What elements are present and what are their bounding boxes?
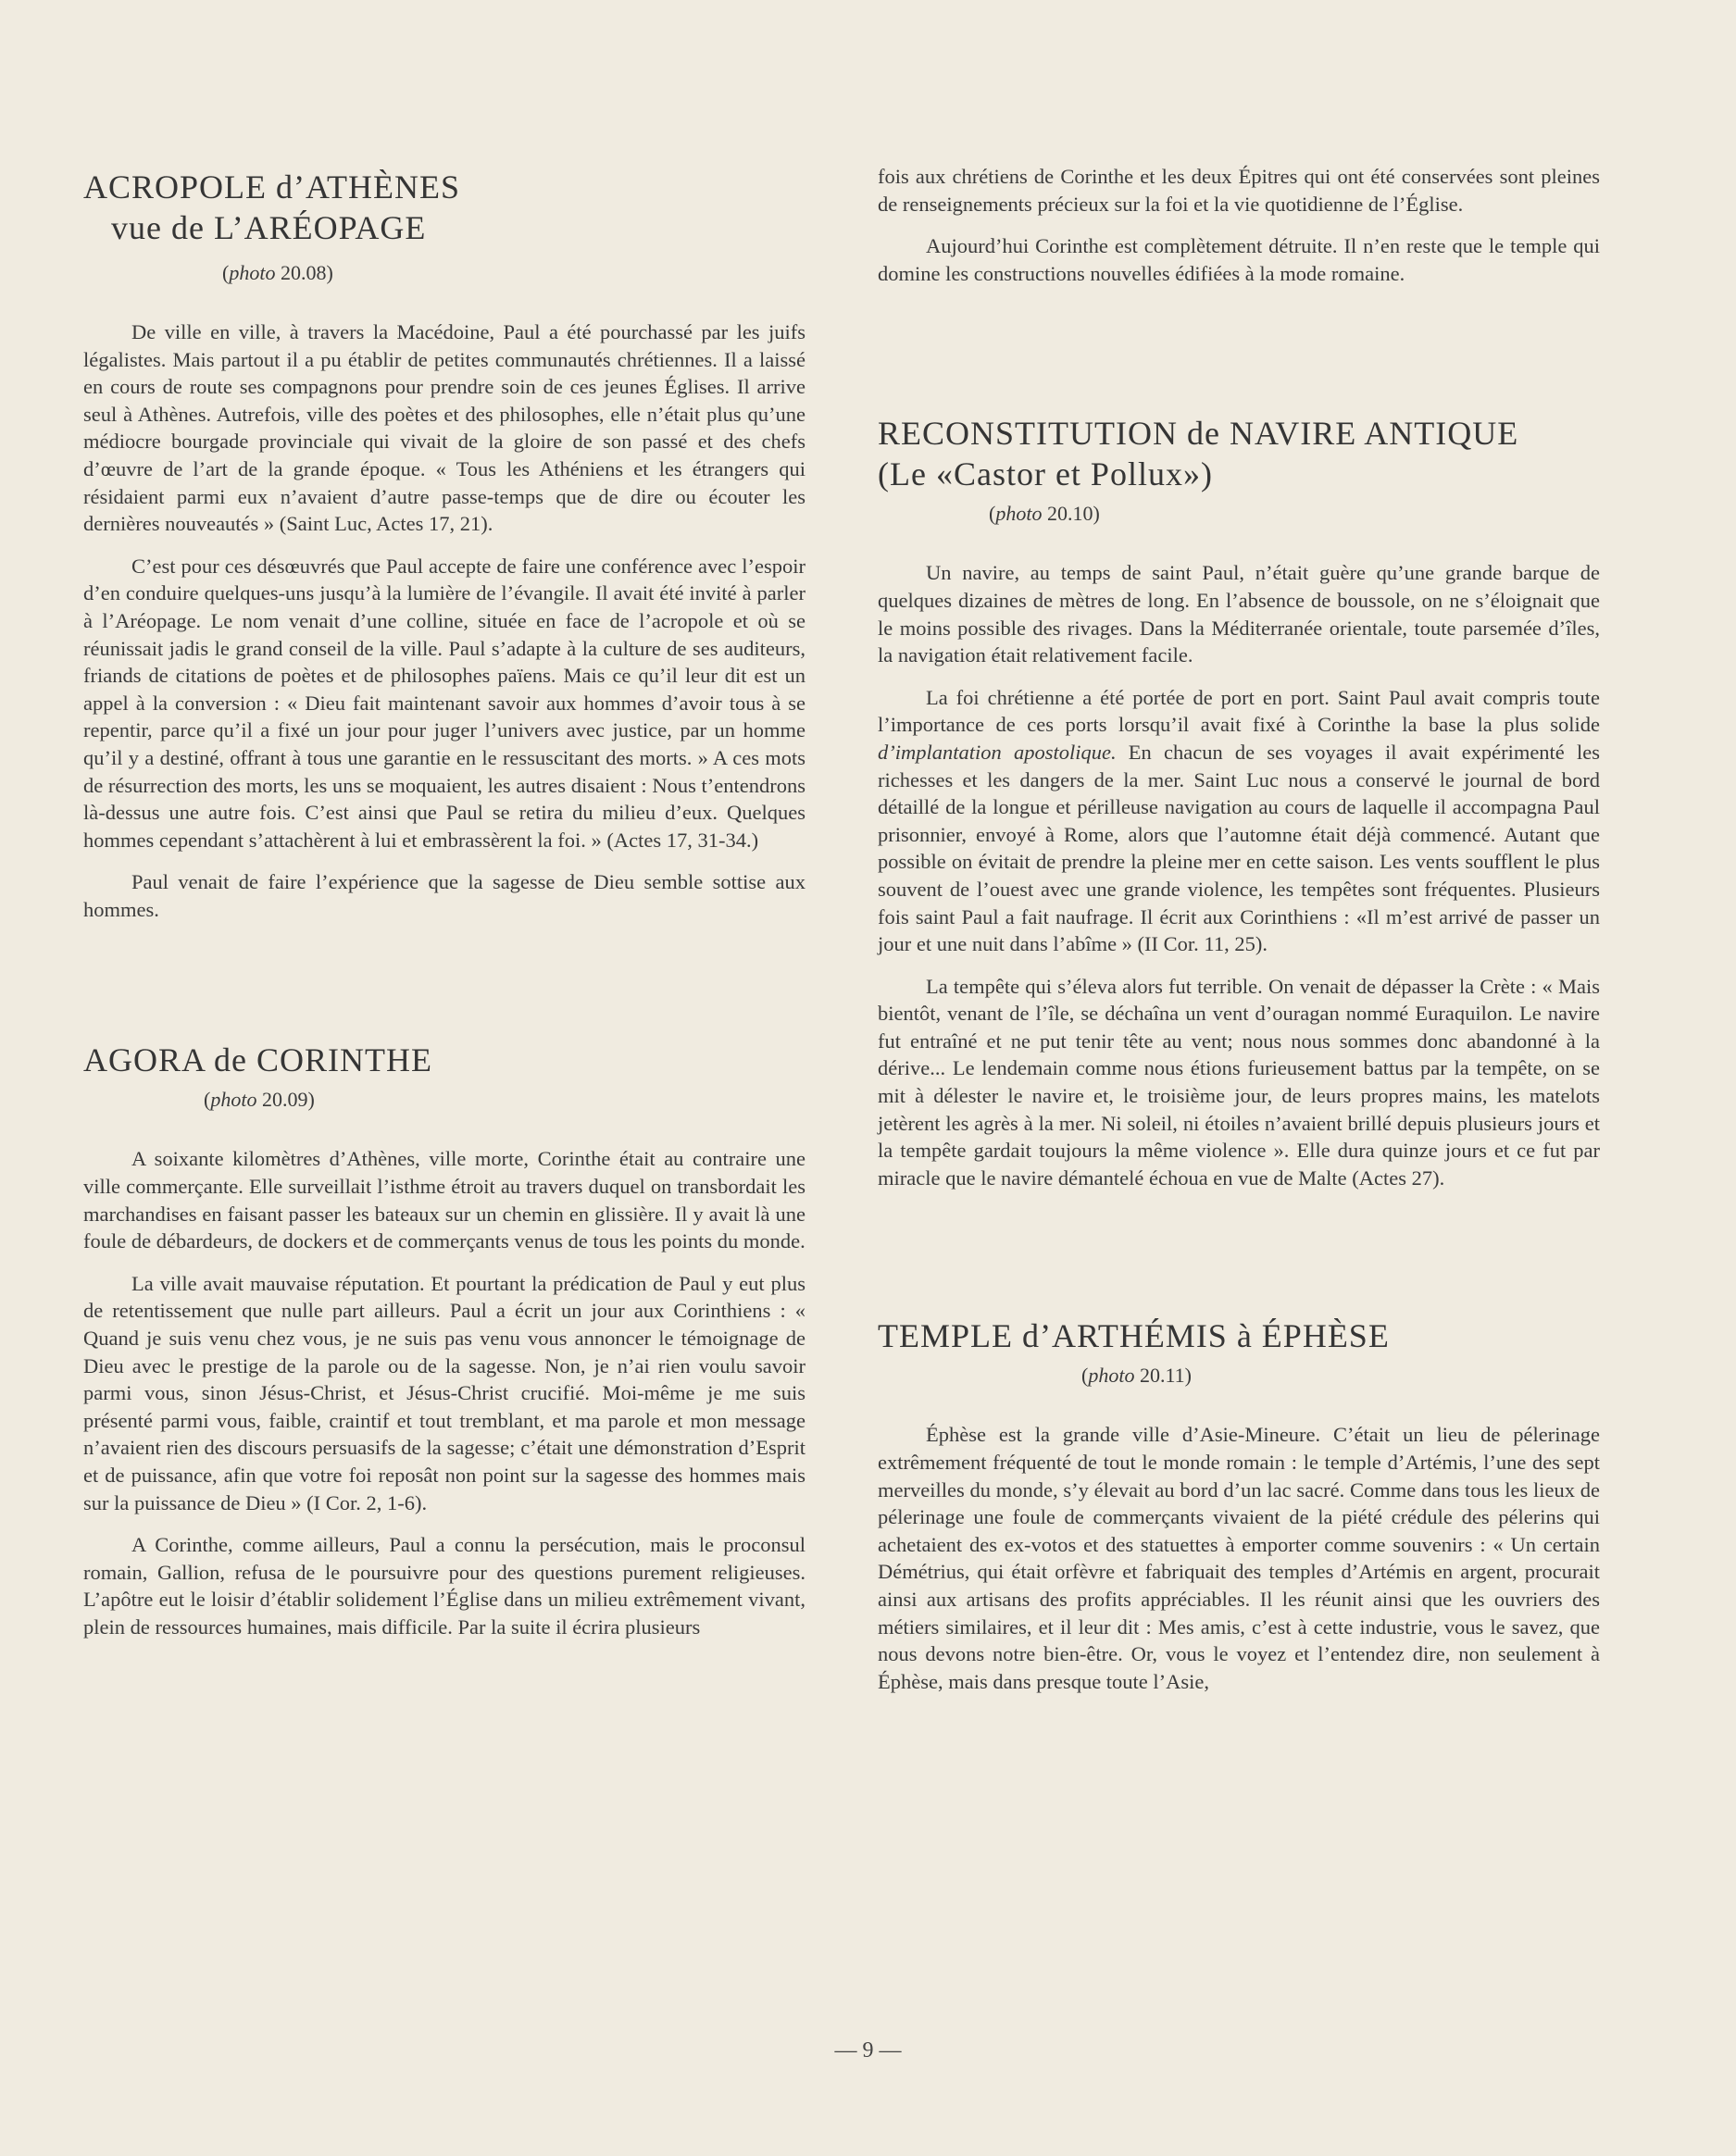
- section-title: [878, 413, 1600, 494]
- section-gap: [878, 302, 1600, 413]
- paragraph: Éphèse est la grande ville d’Asie-Mineure. C’était un lieu de pélerinage extrêmement fréquenté de tout le monde romain : le temple d’Artémis, l’une des sept merveilles du monde, s’y élevait au bord d’un lac sacré. Comme dans tous les lieux de pélerinage une foule de commerçants vivaient de la piété crédule des pélerins qui achetaient des ex-votos et des statuettes à emporter comme souvenirs : « Un certain Démétrius, qui était orfèvre et fabriquait des temples d’Artémis en argent, procurait ainsi aux artisans des profits appréciables. Il les réunit ainsi que les ouvriers des métiers similaires, et il leur dit : Mes amis, c’est à cette industrie, vous le savez, que nous devons notre bien-être. Or, vous le voyez et l’entendez dire, non seulement à Éphèse, mais dans presque toute l’Asie,: [878, 1423, 1600, 1693]
- title-line: vue de L’ARÉOPAGE: [111, 209, 427, 246]
- paragraph: fois aux chrétiens de Corinthe et les deux Épitres qui ont été conservées sont pleines de renseignements précieux sur la foi et la vie quotidienne de l’Église.: [878, 165, 1600, 216]
- title-line: ACROPOLE d’ATHÈNES: [83, 168, 461, 206]
- paragraph: Un navire, au temps de saint Paul, n’était guère qu’une grande barque de quelques dizaines de mètres de long. En l’absence de boussole, on ne s’éloignait que le moins possible des rivages. Dans la Méditerranée orientale, toute parsemée d’îles, la navigation était relativement facile.: [878, 561, 1600, 667]
- right-column: [878, 163, 1600, 1710]
- photo-caption: (photo 20.10): [989, 502, 1100, 526]
- section-title: [878, 1315, 1600, 1356]
- photo-word: photo: [229, 261, 276, 284]
- paragraph: Paul venait de faire l’expérience que la sagesse de Dieu semble sottise aux hommes.: [83, 870, 806, 921]
- section-title: [83, 1040, 806, 1080]
- paragraph: De ville en ville, à travers la Macédoine, Paul a été pourchassé par les juifs légalistes. Mais partout il a pu établir de petites communautés chrétiennes. Il a laissé en cours de route ses compagnons pour prendre soin de ces jeunes Églises. Il arrive seul à Athènes. Autrefois, ville des poètes et des philosophes, elle n’était plus qu’une médiocre bourgade provinciale qui vivait de la gloire de son passé et des chefs d’œuvre de l’art de la grande époque. « Tous les Athéniens et les étrangers qui résidaient parmi eux n’avaient d’autre passe-temps que de dire ou écouter les dernières nouveautés » (Saint Luc, Actes 17, 21).: [83, 320, 806, 536]
- title-line: AGORA de CORINTHE: [83, 1041, 432, 1079]
- paragraph-italic: d’implantation apostolique.: [878, 740, 1117, 764]
- section-title: [83, 167, 806, 248]
- photo-number: 20.10: [1046, 502, 1093, 526]
- section-gap: [83, 938, 806, 1040]
- title-line: RECONSTITUTION de NAVIRE ANTIQUE: [878, 415, 1519, 453]
- photo-word: photo: [1088, 1364, 1135, 1388]
- title-line: TEMPLE d’ARTHÉMIS à ÉPHÈSE: [878, 1317, 1390, 1355]
- page-number: — 9 —: [834, 2038, 902, 2063]
- photo-number: 20.09: [261, 1088, 308, 1112]
- section-navire: [878, 413, 1600, 1191]
- photo-number: 20.11: [1139, 1364, 1185, 1388]
- photo-word: photo: [210, 1088, 257, 1112]
- paragraph-text: En chacun de ses voyages il avait expérimenté les richesses et les dangers de la mer. Saint Luc nous a conservé le journal de bord détaillé de la longue et périlleuse navigation au cours de laquelle il accompagna Paul prisonnier, envoyé à Rome, alors que l’automne était déjà commencé. Autant que possible on évitait de prendre la pleine mer en cette saison. Les vents soufflent le plus souvent de l’ouest avec une grande violence, les tempêtes sont fréquentes. Plusieurs fois saint Paul a fait naufrage. Il écrit aux Corinthiens : «Il m’est arrivé de passer un jour et une nuit dans l’abîme » (II Cor. 11, 25).: [878, 740, 1600, 956]
- paragraph: [878, 684, 1600, 958]
- section-gap: [878, 1206, 1600, 1315]
- paragraph: A soixante kilomètres d’Athènes, ville morte, Corinthe était au contraire une ville commerçante. Elle surveillait l’isthme étroit au travers duquel on transbordait les marchandises en faisant passer les bateaux sur un chemin en glissière. Il y avait là une foule de débardeurs, de dockers et de commerçants venus de tous les points du monde.: [83, 1147, 806, 1253]
- photo-caption: (photo 20.08): [222, 261, 333, 284]
- photo-caption: (photo 20.09): [204, 1088, 315, 1112]
- paragraph: Aujourd’hui Corinthe est complètement détruite. Il n’en reste que le temple qui domine les constructions nouvelles édifiées à la mode romaine.: [878, 234, 1600, 285]
- paragraph-text: La foi chrétienne a été portée de port en port. Saint Paul avait compris toute l’importance de ces ports lorsqu’il avait fixé à Corinthe la base la plus solide: [878, 685, 1600, 737]
- paragraph: La tempête qui s’éleva alors fut terrible. On venait de dépasser la Crète : « Mais bientôt, venant de l’île, se déchaîna un vent d’ouragan nommé Euraquilon. Le navire fut entraîné et ne put tenir tête au vent; nous nous sommes donc abandonné à la dérive... Le lendemain comme nous étions furieusement battus par la tempête, on se mit à délester le navire et, le troisième jour, de leurs propres mains, les matelots jetèrent les agrès à la mer. Ni soleil, ni étoiles n’avaient brillé depuis plusieurs jours et la tempête gardait toujours la même violence ». Elle dura quinze jours et ce fut par miracle que le navire démantelé échoua en vue de Malte (Actes 27).: [878, 974, 1600, 1190]
- paragraph: La ville avait mauvaise réputation. Et pourtant la prédication de Paul y eut plus de retentissement que nulle part ailleurs. Paul a écrit un jour aux Corinthiens : « Quand je suis venu chez vous, je ne suis pas venu vous annoncer le témoignage de Dieu avec le prestige de la parole ou de la sagesse. Non, je n’ai rien voulu savoir parmi vous, sinon Jésus-Christ, et Jésus-Christ crucifié. Moi-même je me suis présenté parmi vous, faible, craintif et tout tremblant, et ma parole et mon message n’avaient rien des discours persuasifs de la sagesse; c’était une démonstration d’Esprit et de puissance, afin que votre foi reposât non point sur la sagesse des hommes mais sur la puissance de Dieu » (I Cor. 2, 1-6).: [83, 1271, 806, 1514]
- photo-caption: (photo 20.11): [1081, 1364, 1192, 1388]
- section-temple: [878, 1315, 1600, 1695]
- left-column: [83, 167, 806, 1656]
- paragraph: A Corinthe, comme ailleurs, Paul a connu la persécution, mais le proconsul romain, Gallion, refusa de le poursuivre pour des questions purement religieuses. L’apôtre eut le loisir d’établir solidement l’Église dans un milieu extrêmement vivant, plein de ressources humaines, mais difficile. Par la suite il écrira plusieurs: [83, 1533, 806, 1639]
- photo-number: 20.08: [280, 261, 327, 284]
- section-acropole: [83, 167, 806, 923]
- photo-word: photo: [995, 502, 1043, 526]
- paragraph: C’est pour ces désœuvrés que Paul accepte de faire une conférence avec l’espoir d’en conduire quelques-uns jusqu’à la lumière de l’évangile. Il avait été invité à parler à l’Aréopage. Le nom venait d’une colline, située en face de l’acropole et où se réunissait jadis le grand conseil de la ville. Paul s’adapte à la culture de ses auditeurs, friands de citations de poètes et de philosophes païens. Mais ce qu’il leur dit est un appel à la conversion : « Dieu fait maintenant savoir aux hommes d’avoir tous à se repentir, parce qu’il a fixé un jour pour juger l’univers avec justice, par un homme qu’il y a destiné, offrant à tous une garantie en le ressuscitant des morts. » A ces mots de résurrection des morts, les uns se moquaient, les autres disaient : Nous t’entendrons là-dessus une autre fois. C’est ainsi que Paul se retira du milieu d’eux. Quelques hommes cependant s’attachèrent à lui et embrassèrent la foi. » (Actes 17, 31-34.): [83, 554, 806, 852]
- title-line: (Le «Castor et Pollux»): [878, 455, 1213, 493]
- section-agora: [83, 1040, 806, 1640]
